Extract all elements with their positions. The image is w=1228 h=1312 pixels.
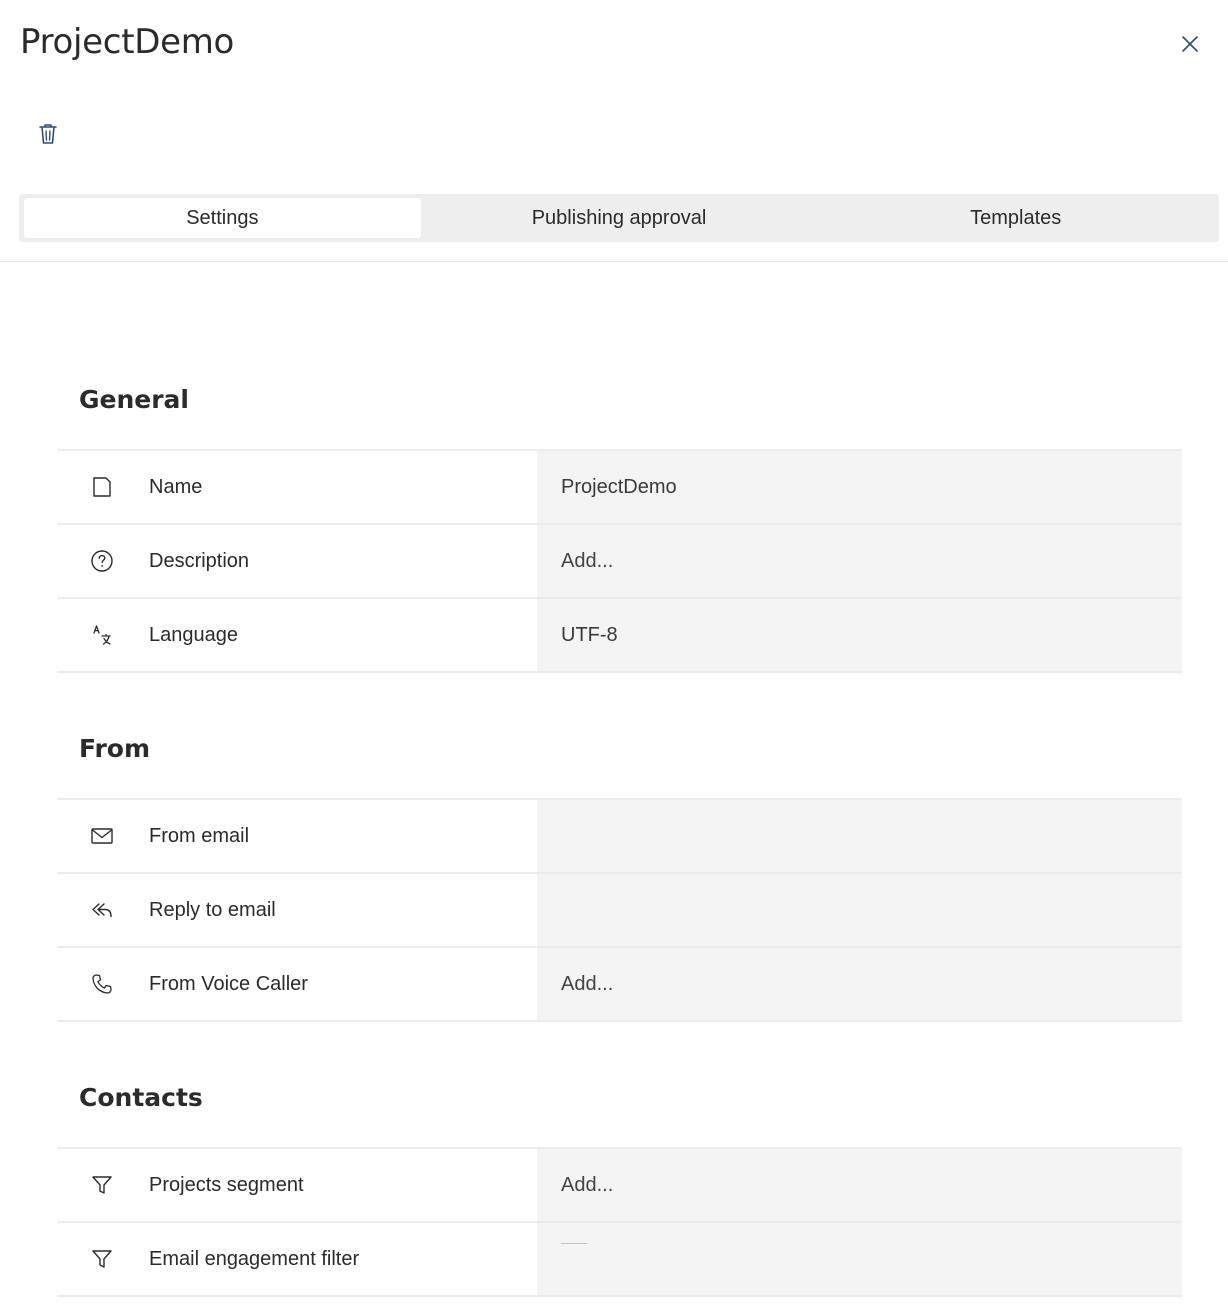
close-icon	[1181, 35, 1199, 53]
language-select[interactable]: UTF-8	[537, 599, 1182, 671]
row-name-label: Name	[149, 475, 203, 498]
filter-icon	[89, 1246, 115, 1272]
row-description	[57, 525, 1182, 599]
panel-header	[0, 0, 1228, 262]
section-title-general: General	[79, 385, 189, 414]
row-email-engagement-filter	[57, 1223, 1182, 1297]
row-from-voice-caller-label: From Voice Caller	[149, 972, 308, 995]
reply-to-email-field[interactable]	[537, 874, 1182, 946]
document-icon	[89, 474, 115, 500]
row-projects-segment-label: Projects segment	[149, 1173, 304, 1196]
phone-icon	[89, 971, 115, 997]
row-projects-segment-label-cell	[57, 1149, 537, 1221]
row-reply-to-email-label-cell	[57, 874, 537, 946]
row-projects-segment	[57, 1149, 1182, 1223]
description-field[interactable]: Add...	[537, 525, 1182, 597]
tab-publishing-approval[interactable]: Publishing approval	[531, 206, 707, 229]
language-icon	[89, 622, 115, 648]
row-email-engagement-filter-label: Email engagement filter	[149, 1247, 360, 1270]
close-button[interactable]	[1176, 30, 1204, 58]
filter-icon	[89, 1172, 115, 1198]
row-from-email-label: From email	[149, 824, 250, 847]
page-title: ProjectDemo	[20, 22, 235, 62]
row-reply-to-email	[57, 874, 1182, 948]
email-engagement-filter-field[interactable]	[537, 1223, 1182, 1295]
contacts-rows	[57, 1147, 1182, 1297]
section-title-from: From	[79, 734, 151, 763]
tab-settings[interactable]: Settings	[24, 198, 421, 238]
from-rows	[57, 798, 1182, 1022]
from-email-field[interactable]	[537, 800, 1182, 872]
tab-bar	[19, 194, 1219, 242]
row-from-voice-caller-label-cell	[57, 948, 537, 1020]
general-rows	[57, 449, 1182, 673]
row-description-label: Description	[149, 549, 250, 572]
row-email-engagement-filter-label-cell	[57, 1223, 537, 1295]
trash-icon	[38, 123, 58, 145]
empty-value-dash	[561, 1243, 587, 1244]
row-reply-to-email-label: Reply to email	[149, 898, 276, 921]
section-title-contacts: Contacts	[79, 1083, 203, 1112]
row-language-label: Language	[149, 623, 238, 646]
from-voice-caller-field[interactable]: Add...	[537, 948, 1182, 1020]
mail-icon	[89, 823, 115, 849]
row-language-label-cell	[57, 599, 537, 671]
row-name	[57, 451, 1182, 525]
row-from-email	[57, 800, 1182, 874]
reply-icon	[89, 897, 115, 923]
question-circle-icon	[89, 548, 115, 574]
row-description-label-cell	[57, 525, 537, 597]
row-name-label-cell	[57, 451, 537, 523]
row-language	[57, 599, 1182, 673]
row-from-voice-caller	[57, 948, 1182, 1022]
settings-content	[0, 263, 1228, 1312]
delete-button[interactable]	[34, 120, 62, 148]
projects-segment-field[interactable]: Add...	[537, 1149, 1182, 1221]
row-from-email-label-cell	[57, 800, 537, 872]
name-field[interactable]: ProjectDemo	[537, 451, 1182, 523]
tab-templates[interactable]: Templates	[970, 206, 1062, 229]
